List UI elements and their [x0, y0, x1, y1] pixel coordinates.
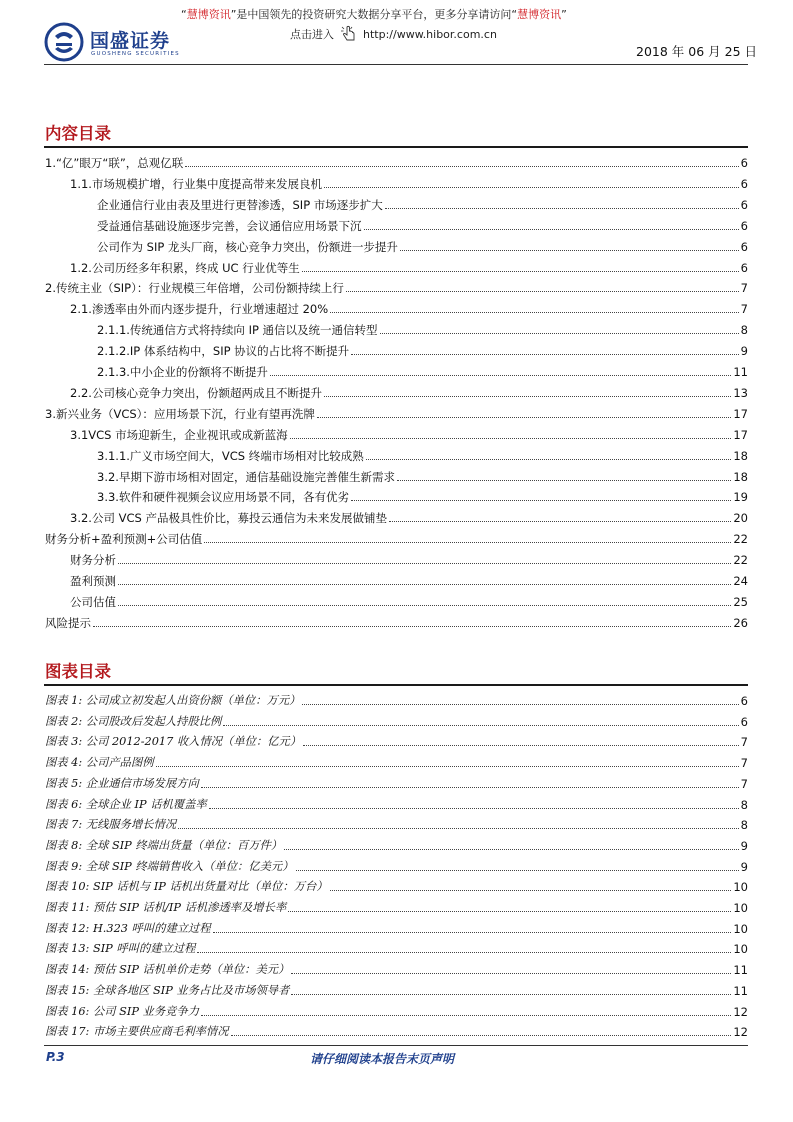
- entry-label: 公司作为 SIP 龙头厂商，核心竞争力突出，份额进一步提升: [97, 239, 398, 254]
- entry-page-number: 7: [740, 776, 748, 791]
- entry-page-number: 24: [733, 574, 748, 588]
- entry-label: 3.2.早期下游市场相对固定，通信基础设施完善催生新需求: [97, 469, 395, 484]
- promo-brand-link[interactable]: 慧博资讯: [186, 8, 231, 21]
- toc-entry[interactable]: [70, 550, 748, 568]
- dot-leader: [324, 187, 739, 188]
- entry-page-number: 6: [740, 218, 748, 233]
- entry-page-number: 6: [740, 176, 748, 191]
- entry-label: 图表 5: 企业通信市场发展方向: [45, 776, 199, 790]
- entry-label: 图表 14: 预估 SIP 话机单价走势（单位：美元）: [45, 963, 290, 977]
- toc-entry[interactable]: [70, 383, 748, 401]
- promo-text: ”是中国领先的投资研究大数据分享平台，更多分享请访问“: [230, 8, 518, 21]
- entry-label: 1.1.市场规模扩增，行业集中度提高带来发展良机: [70, 176, 322, 191]
- dot-leader: [291, 973, 731, 974]
- toc-entry[interactable]: [97, 487, 748, 505]
- dot-leader: [118, 563, 731, 564]
- dot-leader: [290, 438, 732, 439]
- entry-page-number: 7: [740, 735, 748, 750]
- toc-entry[interactable]: [70, 592, 748, 610]
- entry-page-number: 22: [733, 532, 748, 547]
- toc-entry[interactable]: [97, 237, 748, 255]
- dot-leader: [270, 375, 731, 376]
- promo-click-text: 点击进入: [290, 28, 334, 41]
- toc-entry[interactable]: [45, 613, 748, 631]
- promo-quote-close: ”: [561, 8, 567, 21]
- toc-title-underline: [44, 146, 748, 148]
- dot-leader: [291, 994, 731, 995]
- entry-label: 图表 11: 预估 SIP 话机/IP 话机渗透率及增长率: [45, 901, 287, 914]
- entry-label: 财务分析+盈利预测+公司估值: [45, 532, 203, 547]
- entry-label: 风险提示: [45, 615, 91, 630]
- figure-entry[interactable]: [45, 898, 748, 916]
- pointing-hand-icon: [340, 25, 358, 43]
- dot-leader: [302, 704, 738, 705]
- promo-quote-open: “: [181, 8, 187, 21]
- dot-leader: [288, 911, 731, 912]
- entry-page-number: 25: [733, 594, 748, 609]
- dot-leader: [330, 312, 739, 313]
- entry-page-number: 10: [733, 901, 748, 915]
- toc-entry[interactable]: [70, 299, 748, 317]
- entry-label: 图表 7: 无线服务增长情况: [45, 818, 177, 832]
- logo-chinese-name: 国盛证券: [90, 30, 171, 52]
- entry-page-number: 9: [740, 838, 748, 853]
- entry-page-number: 26: [733, 615, 748, 630]
- dot-leader: [351, 500, 731, 501]
- report-date: 2018 年 06 月 25 日: [636, 44, 757, 59]
- dot-leader: [351, 354, 738, 355]
- dot-leader: [209, 808, 739, 809]
- entry-label: 图表 16: 公司 SIP 业务竞争力: [45, 1004, 200, 1018]
- entry-label: 3.3.软件和硬件视频会议应用场景不同，各有优劣: [97, 490, 349, 505]
- toc-entry[interactable]: [97, 216, 748, 234]
- toc-entry[interactable]: [97, 362, 748, 380]
- guosheng-logo-icon: [44, 22, 84, 62]
- entry-label: 2.1.3.中小企业的份额将不断提升: [97, 365, 268, 379]
- dot-leader: [197, 952, 731, 953]
- figures-title-underline: [44, 684, 748, 686]
- figure-entry[interactable]: [45, 774, 748, 792]
- entry-label: 图表 15: 全球各地区 SIP 业务占比及市场领导者: [45, 983, 290, 997]
- entry-label: 2.传统主业（SIP）：行业规模三年倍增，公司份额持续上行: [45, 281, 344, 296]
- dot-leader: [201, 1015, 731, 1016]
- entry-label: 图表 8: 全球 SIP 终端出货量（单位：百万件）: [45, 838, 283, 852]
- dot-leader: [284, 849, 738, 850]
- entry-page-number: 19: [733, 490, 748, 505]
- toc-entry[interactable]: [70, 174, 748, 192]
- entry-label: 图表 3: 公司 2012-2017 收入情况（单位：亿元）: [45, 735, 302, 749]
- dot-leader: [223, 725, 738, 726]
- entry-page-number: 6: [740, 260, 748, 275]
- entry-label: 财务分析: [70, 553, 116, 568]
- entry-label: 图表 10: SIP 话机与 IP 话机出货量对比（单位：万台）: [45, 880, 328, 894]
- entry-page-number: 11: [733, 365, 748, 379]
- footer-divider: [44, 1045, 748, 1046]
- dot-leader: [204, 542, 731, 543]
- figure-entry[interactable]: [45, 732, 748, 750]
- entry-page-number: 17: [733, 406, 748, 421]
- dot-leader: [178, 828, 739, 829]
- entry-page-number: 6: [740, 694, 748, 708]
- page-number: P.3: [46, 1050, 65, 1064]
- figure-entry[interactable]: [45, 939, 748, 957]
- entry-label: 2.1.渗透率由外而内逐步提升，行业增速超过 20%: [70, 302, 329, 317]
- entry-page-number: 11: [733, 983, 748, 998]
- entry-label: 2.1.2.IP 体系结构中，SIP 协议的占比将不断提升: [97, 344, 350, 359]
- toc-entry[interactable]: [70, 425, 748, 443]
- figure-entry[interactable]: [45, 1022, 748, 1040]
- toc-entry[interactable]: [45, 278, 748, 296]
- entry-label: 2.1.1.传统通信方式将持续向 IP 通信以及统一通信转型: [97, 323, 378, 338]
- entry-page-number: 8: [740, 323, 748, 338]
- figure-entry[interactable]: [45, 877, 748, 895]
- entry-label: 2.2.公司核心竞争力突出，份额超两成且不断提升: [70, 385, 322, 400]
- figure-entry[interactable]: [45, 836, 748, 854]
- toc-entry[interactable]: [97, 320, 748, 338]
- dot-leader: [385, 208, 739, 209]
- dot-leader: [317, 417, 731, 418]
- figure-entry[interactable]: [45, 960, 748, 978]
- dot-leader: [303, 745, 739, 746]
- figure-entry[interactable]: [45, 981, 748, 999]
- entry-label: 图表 1: 公司成立初发起人出资份额（单位：万元）: [45, 694, 301, 707]
- figure-entry[interactable]: [45, 795, 748, 813]
- entry-page-number: 7: [740, 281, 748, 296]
- dot-leader: [93, 626, 731, 627]
- dot-leader: [400, 250, 739, 251]
- figure-entry[interactable]: [45, 712, 748, 730]
- entry-label: 图表 13: SIP 呼叫的建立过程: [45, 942, 196, 956]
- promo-link-line: [290, 25, 497, 43]
- toc-entry[interactable]: [45, 529, 748, 547]
- figure-entry[interactable]: [45, 857, 748, 875]
- entry-page-number: 13: [733, 385, 748, 400]
- entry-label: 3.新兴业务（VCS）：应用场景下沉，行业有望再洗牌: [45, 406, 315, 421]
- toc-entry[interactable]: [45, 153, 748, 171]
- entry-label: 公司估值: [70, 594, 116, 609]
- entry-label: 图表 17: 市场主要供应商毛利率情况: [45, 1025, 229, 1039]
- dot-leader: [346, 291, 739, 292]
- dot-leader: [397, 480, 731, 481]
- dot-leader: [156, 766, 739, 767]
- entry-page-number: 6: [740, 197, 748, 212]
- logo-english-name: GUOSHENG SECURITIES: [91, 51, 180, 57]
- entry-label: 盈利预测: [70, 574, 116, 588]
- company-logo: [44, 22, 194, 62]
- entry-page-number: 8: [740, 818, 748, 833]
- entry-page-number: 12: [733, 1004, 748, 1019]
- entry-page-number: 6: [740, 156, 748, 170]
- figures-title: 图表目录: [45, 662, 111, 681]
- toc-title: 内容目录: [45, 124, 111, 143]
- toc-entry[interactable]: [70, 571, 748, 589]
- entry-label: 图表 9: 全球 SIP 终端销售收入（单位：亿美元）: [45, 859, 294, 873]
- toc-entry[interactable]: [97, 467, 748, 485]
- entry-label: 企业通信行业由表及里进行更替渗透，SIP 市场逐步扩大: [97, 197, 383, 212]
- figure-entry[interactable]: [45, 1002, 748, 1020]
- entry-page-number: 20: [733, 511, 748, 526]
- entry-label: 图表 4: 公司产品图例: [45, 756, 154, 770]
- entry-page-number: 7: [740, 756, 748, 771]
- entry-page-number: 9: [740, 344, 748, 359]
- entry-page-number: 22: [733, 553, 748, 568]
- entry-label: 3.1.1.广义市场空间大，VCS 终端市场相对比较成熟: [97, 448, 364, 463]
- toc-entry[interactable]: [45, 404, 748, 422]
- figure-entry[interactable]: [45, 919, 748, 937]
- promo-url-link[interactable]: http://www.hibor.com.cn: [363, 28, 497, 41]
- entry-page-number: 6: [740, 239, 748, 254]
- figure-entry[interactable]: [45, 753, 748, 771]
- entry-page-number: 10: [733, 880, 748, 895]
- promo-brand-link-2[interactable]: 慧博资讯: [517, 8, 562, 21]
- figure-entry[interactable]: [45, 815, 748, 833]
- toc-entry[interactable]: [97, 195, 748, 213]
- entry-page-number: 17: [733, 427, 748, 442]
- dot-leader: [302, 271, 739, 272]
- dot-leader: [364, 229, 739, 230]
- entry-label: 3.1VCS 市场迎新生，企业视讯或成新蓝海: [70, 427, 288, 442]
- entry-label: 1.2.公司历经多年积累，终成 UC 行业优等生: [70, 260, 300, 275]
- dot-leader: [296, 870, 739, 871]
- toc-entry[interactable]: [97, 341, 748, 359]
- dot-leader: [389, 521, 731, 522]
- entry-label: 图表 2: 公司股改后发起人持股比例: [45, 714, 222, 728]
- entry-page-number: 10: [733, 921, 748, 936]
- figure-entry[interactable]: [45, 691, 748, 709]
- entry-page-number: 18: [733, 469, 748, 484]
- dot-leader: [118, 605, 731, 606]
- dot-leader: [118, 584, 731, 585]
- dot-leader: [324, 396, 731, 397]
- entry-page-number: 8: [740, 797, 748, 812]
- toc-entry[interactable]: [70, 258, 748, 276]
- header-divider: [44, 64, 748, 65]
- promo-banner: [181, 6, 567, 22]
- entry-page-number: 18: [733, 448, 748, 463]
- dot-leader: [231, 1035, 732, 1036]
- dot-leader: [366, 459, 732, 460]
- dot-leader: [330, 890, 732, 891]
- entry-label: 1.“亿”眼万“联”，总观亿联: [45, 156, 184, 170]
- entry-page-number: 9: [740, 859, 748, 874]
- dot-leader: [380, 333, 739, 334]
- entry-label: 图表 12: H.323 呼叫的建立过程: [45, 921, 211, 935]
- entry-page-number: 10: [733, 942, 748, 957]
- toc-entry[interactable]: [97, 446, 748, 464]
- dot-leader: [185, 166, 738, 167]
- entry-page-number: 6: [740, 714, 748, 729]
- entry-page-number: 7: [740, 302, 748, 317]
- toc-entry[interactable]: [70, 508, 748, 526]
- entry-page-number: 11: [733, 963, 748, 978]
- entry-label: 图表 6: 全球企业 IP 话机覆盖率: [45, 797, 207, 811]
- dot-leader: [213, 932, 732, 933]
- footer-disclaimer: 请仔细阅读本报告末页声明: [310, 1052, 455, 1066]
- dot-leader: [201, 787, 739, 788]
- entry-label: 3.2.公司 VCS 产品极具性价比，募投云通信为未来发展做铺垫: [70, 511, 387, 526]
- entry-label: 受益通信基础设施逐步完善，会议通信应用场景下沉: [97, 218, 362, 233]
- entry-page-number: 12: [733, 1025, 748, 1040]
